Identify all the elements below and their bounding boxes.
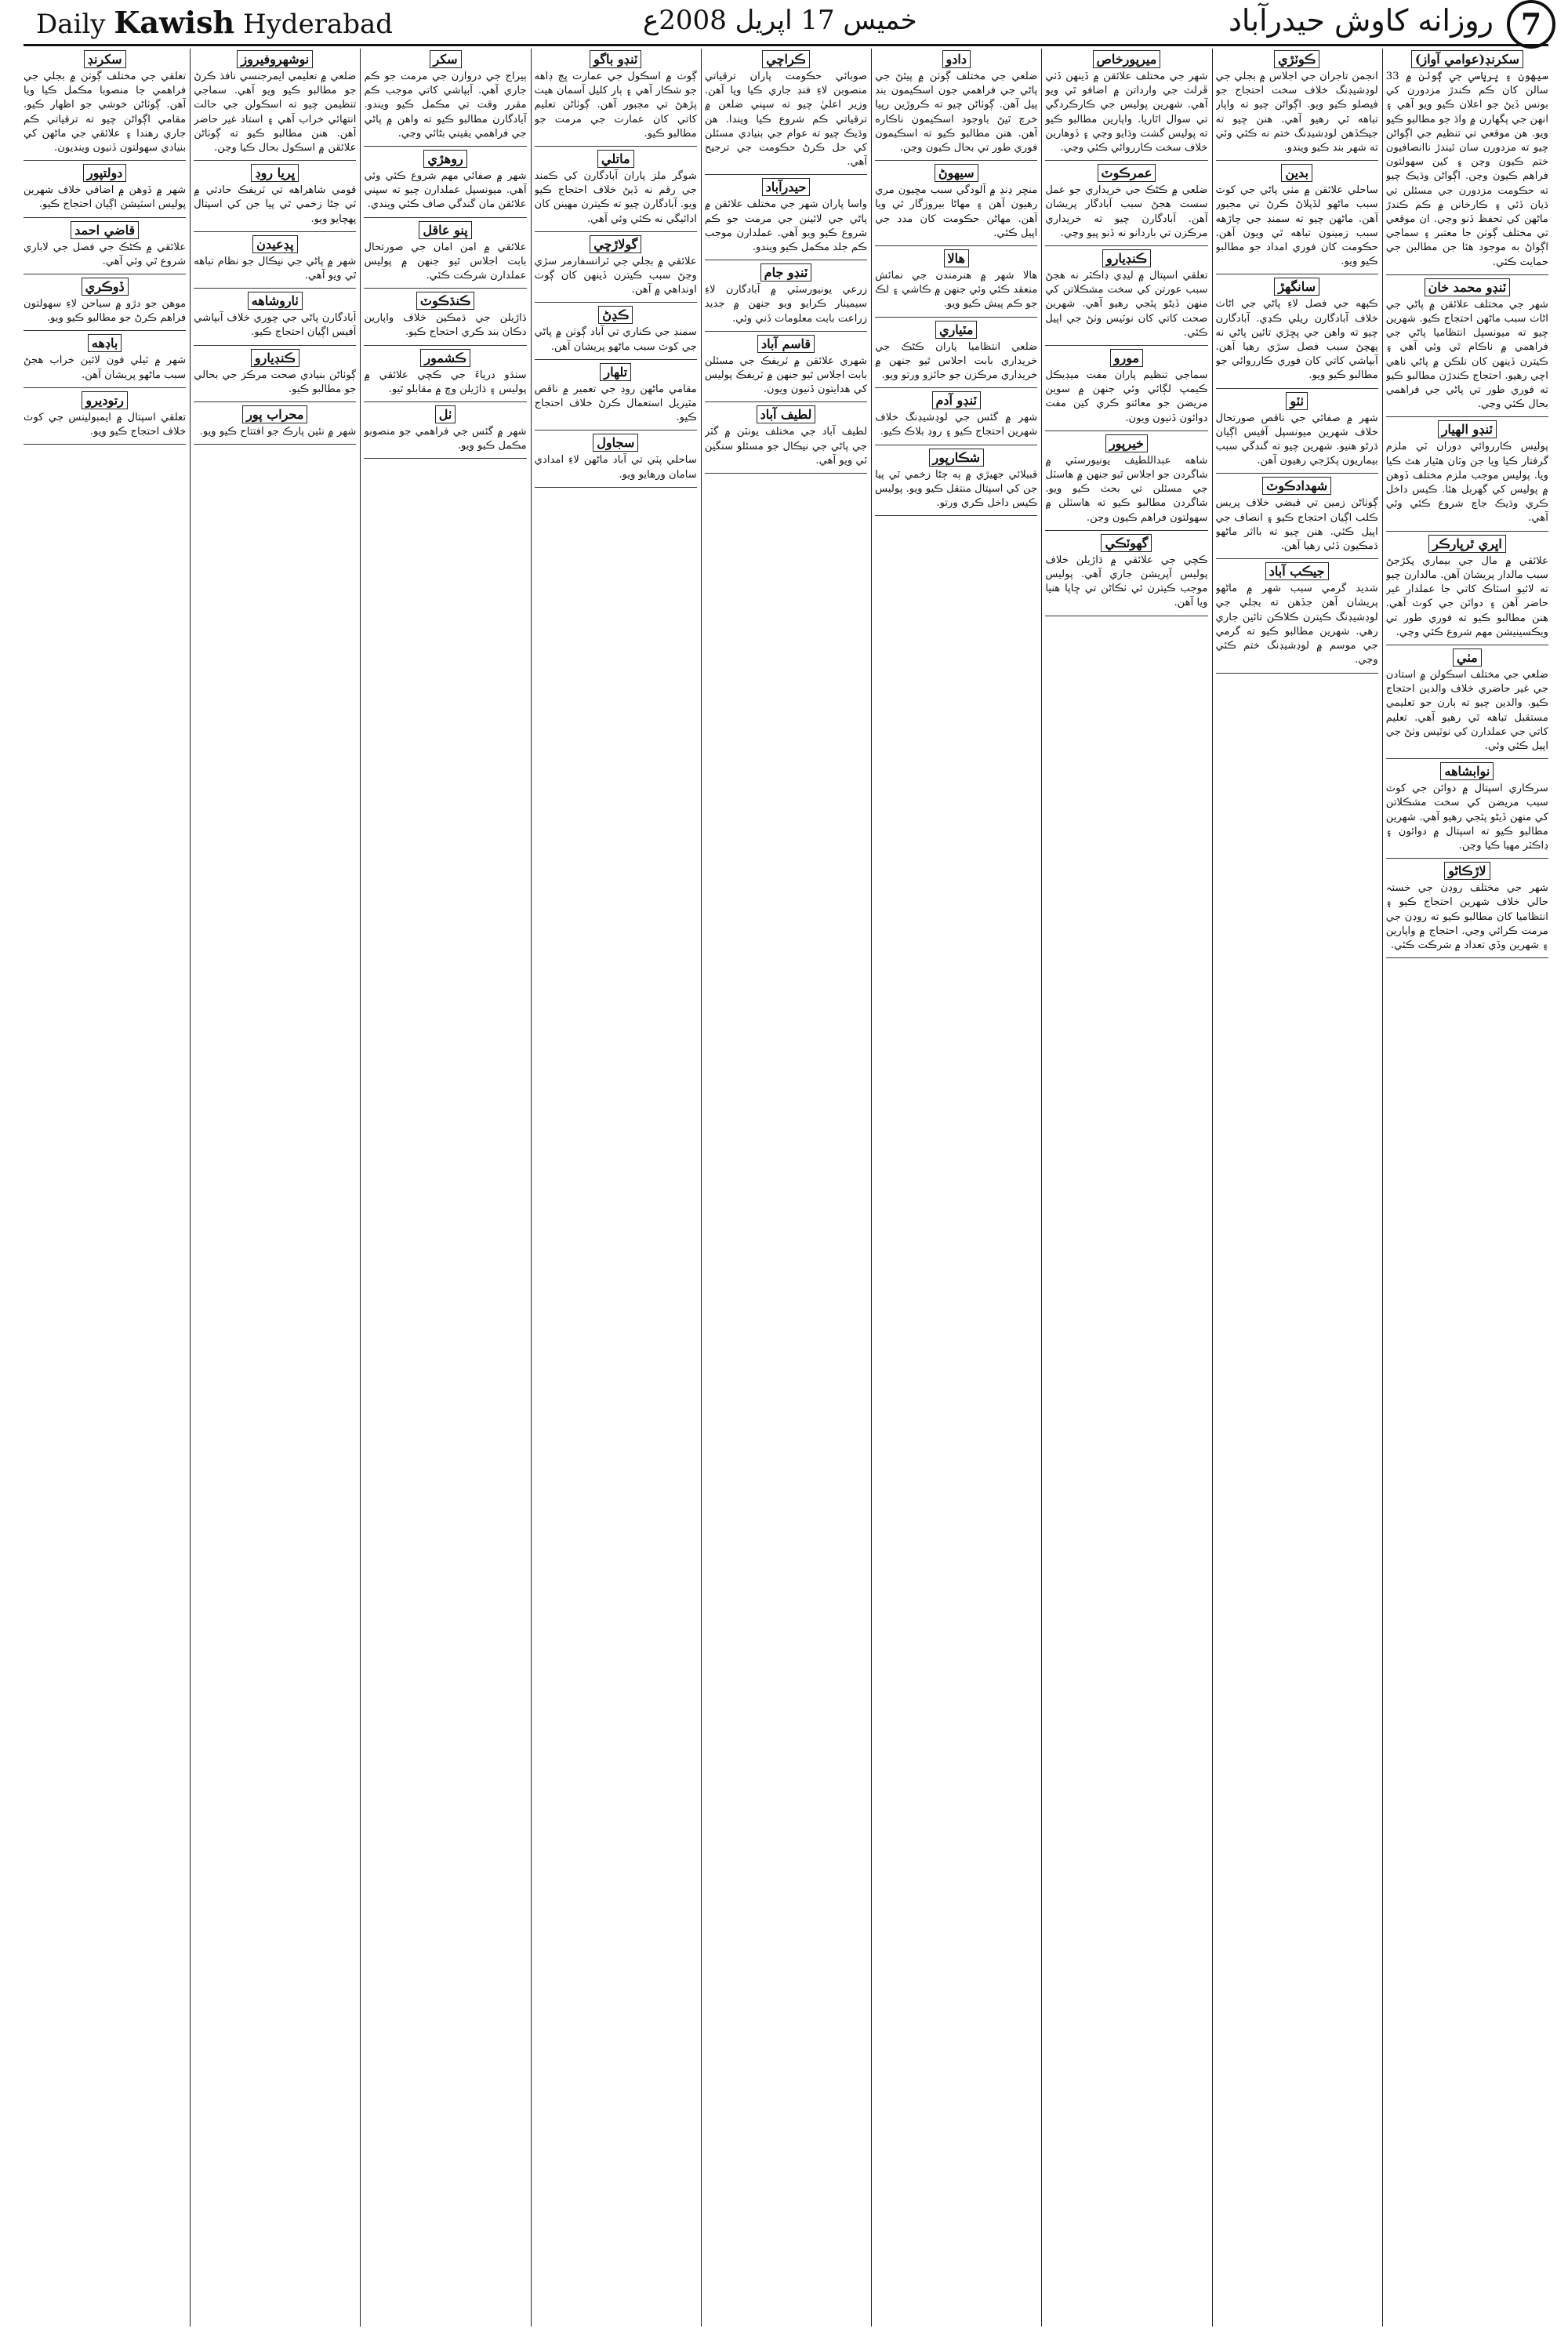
news-story (535, 434, 697, 481)
story-headline: سكرنڊ(عوامي آواز) (1411, 50, 1523, 68)
story-separator (705, 473, 867, 474)
english-title-prefix: Daily (36, 9, 106, 40)
story-separator (364, 401, 526, 402)
news-story (1045, 50, 1207, 155)
story-body: شهر جي مختلف روڊن جي خستہ حالي خلاف شهرين احتجاج ڪيو ۽ انتظاميا کان مطالبو ڪيو ته روڊن جي مرمت ڪرائي وڃي. احتجاج ۾ واپارين ۽ شهرين وڏي تعداد ۾ شرڪت ڪئي. (1385, 882, 1548, 951)
english-title-city: Hyderabad (242, 9, 394, 40)
news-story (1386, 535, 1548, 640)
news-story (1386, 50, 1548, 270)
story-separator (1386, 531, 1548, 532)
news-story (875, 249, 1037, 312)
news-story (875, 164, 1037, 241)
story-headline: بدين (1281, 164, 1312, 182)
news-column (705, 49, 867, 2327)
story-body: شاهه عبداللطيف يونيورسٽي ۾ شاگردن جو اجلاس ٿيو جنهن ۾ هاسٽل جي مسئلن تي بحث ڪيو ويو. شاگردن مطالبو ڪيو ته هاسٽلن ۾ سهولتون فراهم ڪيون وڃن. (1045, 454, 1208, 524)
story-separator (1386, 758, 1548, 759)
news-story (364, 150, 526, 213)
column-rule (701, 49, 702, 2327)
page-number: 7 (1507, 0, 1555, 49)
story-body: ضلعي ۾ ڪڻڪ جي خريداري جو عمل سست هجڻ سبب آبادگار پريشان آهن. آبادگارن چيو ته خريداري مرڪزن تي باردانو نه ڏنو پيو وڃي. (1045, 184, 1208, 239)
story-separator (364, 146, 526, 147)
story-separator (1045, 245, 1207, 246)
story-separator (1386, 274, 1548, 275)
story-body: علائقي ۾ امن امان جي صورتحال بابت اجلاس ٿيو جنهن ۾ پوليس عملدارن شرڪت ڪئي. (364, 241, 527, 282)
column-rule (531, 49, 532, 2327)
story-separator (24, 444, 186, 445)
news-story (24, 391, 186, 439)
story-body: انجمن تاجران جي اجلاس ۾ بجلي جي لوڊشيڊنگ خلاف سخت احتجاج جو فيصلو ڪيو ويو. اڳواڻن چيو ته واپار تباهه ٿي رهيو آهي. هنن چيو ته جيڪڏهن لوڊشيڊنگ ختم نه ڪئي وئي ته شهر بند ڪيو ويندو. (1215, 71, 1378, 154)
story-body: تعلقي اسپتال ۾ ليڊي ڊاڪٽر نه هجڻ سبب عورتن کي سخت مشڪلاتن کي منهن ڏيڻو پئجي رهيو آهي. شهرين صحت کاتي کان نوٽيس وٺڻ جي اپيل ڪئي. (1045, 270, 1208, 339)
news-story (24, 278, 186, 325)
column-rule (1041, 49, 1042, 2327)
story-separator (875, 387, 1037, 388)
story-separator (535, 430, 697, 431)
story-headline: روهڙي (423, 150, 466, 168)
story-body: سماجي تنظيم پاران مفت ميڊيڪل ڪيمپ لڳائي وئي جنهن ۾ سوين مريضن جو معائنو ڪري کين مفت دوائون ڏنيون ويون. (1045, 369, 1208, 424)
news-story (194, 50, 356, 155)
date-line: خميس 17 اپريل 2008ع (643, 5, 917, 36)
story-separator (1216, 473, 1378, 474)
story-body: منڇر ڍنڍ ۾ آلودگي سبب مڇيون مري رهيون آهن ۽ مهاڻا بيروزگار ٿي ويا آهن. مهاڻن حڪومت کان مدد جي اپيل ڪئي. (875, 184, 1038, 239)
story-separator (364, 217, 526, 218)
story-headline: لاڙڪاڻو (1444, 862, 1490, 880)
news-story (875, 50, 1037, 155)
story-separator (24, 217, 186, 218)
news-story (194, 292, 356, 340)
news-story (1045, 164, 1207, 241)
story-headline: ڀريا روڊ (251, 164, 299, 182)
story-separator (1216, 388, 1378, 389)
story-body: ضلعي انتظاميا پاران ڪڻڪ جي خريداري بابت اجلاس ٿيو جنهن ۾ خريداري مرڪزن جو جائزو ورتو ويو. (875, 340, 1038, 382)
story-separator (364, 288, 526, 289)
story-separator (1216, 160, 1378, 161)
story-separator (705, 331, 867, 332)
news-story (705, 263, 867, 326)
story-body: سيهون ۽ ڀرپاسي جي ڳوٺن ۾ 33 سالن كان ڪم ڪندڙ مزدورن كي بونس ڏيڻ جو اعلان ڪيو ويو آهي ۽ انهن جي پگهارن ۾ واڌ جو مطالبو ڪيو ويو. هن موقعي تي تنظيم جي اڳواڻن چيو ته مزدورن سان ٿيندڙ ناانصافيون ختم ڪيون وڃن ۽ کين سهولتون فراهم ڪيون وڃن. اڳواڻن وڌيڪ چيو ته حڪومت مزدورن جي مسئلن تي ڌيان ڏئي ۽ ڪارخانن ۾ ڪم ڪندڙ ماڻهن کي تحفظ ڏنو وڃي. ان موقعي تي مختلف ڳوٺن جا معتبر ۽ سماجي اڳواڻ به موجود هئا جن مطالبن جي حمايت ڪئي. (1385, 71, 1548, 268)
news-story (364, 50, 526, 141)
story-body: علائقي ۾ مال جي بيماري پکڙجڻ سبب مالدار پريشان آهن. مالدارن چيو ته لائيو اسٽاڪ کاتي جا عملدار غير حاضر آهن ۽ دوائن جي کوٽ آهي. هنن مطالبو ڪيو ته فوري طور تي ويڪسينيشن مهم شروع ڪئي وڃي. (1385, 554, 1548, 638)
english-title-brand: Kawish (114, 5, 235, 40)
urdu-title: روزانه كاوش حيدرآباد (1228, 3, 1494, 38)
news-story (535, 306, 697, 354)
news-column (1045, 49, 1207, 2327)
story-headline: عمرڪوٽ (1098, 164, 1156, 182)
news-story (705, 335, 867, 398)
news-story (1216, 562, 1378, 667)
story-headline: ٺاروشاهه (248, 292, 303, 310)
story-headline: ڪڍڻ (598, 306, 633, 324)
story-headline: دادو (942, 50, 971, 68)
story-separator (194, 160, 356, 161)
news-story (1216, 50, 1378, 155)
news-story (1045, 434, 1207, 525)
news-story (24, 50, 186, 155)
news-story (875, 321, 1037, 383)
story-separator (875, 160, 1037, 161)
story-separator (24, 160, 186, 161)
story-headline: ٺٽو (1286, 392, 1308, 410)
news-story (1386, 862, 1548, 953)
news-story (705, 405, 867, 468)
news-story (1386, 648, 1548, 754)
story-headline: حيدرآباد (762, 178, 811, 196)
story-headline: محراب پور (242, 405, 307, 423)
story-separator (194, 444, 356, 445)
story-body: ضلعي جي مختلف ڳوٺن ۾ پيئڻ جي پاڻي جي فراهمي جون اسڪيمون بند پيل آهن. ڳوٺاڻن چيو ته ڪروڙين رپيا خرچ ٿيڻ باوجود اسڪيمون ناڪاره آهن. هنن مطالبو ڪيو ته اسڪيمون فوري طور تي بحال ڪيون وڃن. (875, 71, 1038, 154)
news-story (535, 235, 697, 298)
story-headline: ڪنڌڪوٽ (416, 292, 474, 310)
news-story (535, 363, 697, 426)
story-headline: ڏوڪري (82, 278, 129, 296)
story-body: صوبائي حڪومت پاران ترقياتي منصوبن لاءِ فنڊ جاري ڪيا ويا آهن. وزير اعليٰ چيو ته سڀني ضلعن ۾ ترقياتي ڪم شروع ڪيا ويندا. هن وڌيڪ چيو ته عوام جي بنيادي مسئلن کي حل ڪرڻ حڪومت جي ترجيح آهي. (704, 71, 868, 169)
news-story (1045, 349, 1207, 426)
story-separator (1386, 957, 1548, 958)
story-separator (535, 146, 697, 147)
story-headline: سجاول (593, 434, 638, 452)
news-story (705, 50, 867, 169)
news-story (194, 349, 356, 397)
story-body: آبادگارن پاڻي جي چوري خلاف آبپاشي آفيس اڳيان احتجاج ڪيو. (194, 312, 357, 339)
news-story (1386, 762, 1548, 853)
story-separator (194, 401, 356, 402)
story-separator (1216, 673, 1378, 674)
story-separator (535, 231, 697, 232)
news-story (875, 391, 1037, 439)
news-story (535, 150, 697, 227)
story-headline: هالا (944, 249, 969, 267)
story-headline: نوشهروفيروز (237, 50, 313, 68)
story-headline: ماتلي (597, 150, 634, 168)
news-story (1216, 392, 1378, 469)
story-separator (705, 401, 867, 402)
news-column (1386, 49, 1548, 2327)
column-rule (1212, 49, 1213, 2327)
column-rule (1382, 49, 1383, 2327)
story-separator (364, 458, 526, 459)
story-separator (535, 359, 697, 360)
story-separator (24, 330, 186, 331)
story-body: سمنڊ جي ڪناري تي آباد ڳوٺن ۾ پاڻي جي کوٽ سبب ماڻهو پريشان آهن. (534, 326, 697, 353)
story-headline: ٺل (435, 405, 456, 423)
story-separator (875, 515, 1037, 516)
story-body: شهر ۾ گئس جي فراهمي جو منصوبو مڪمل ڪيو ويو. (364, 426, 527, 452)
story-body: مقامي ماڻهن روڊ جي تعمير ۾ ناقص مٽيريل استعمال ڪرڻ خلاف احتجاج ڪيو. (534, 383, 697, 424)
story-body: ڳوٺ ۾ اسڪول جي عمارت ڀڄ ڊاهه جو شڪار آهي ۽ ٻار کليل آسمان هيٺ پڙهڻ تي مجبور آهن. ڳوٺاڻن تعليم کاتي کان عمارت جي مرمت جو مطالبو ڪيو. (534, 71, 697, 140)
story-body: هالا شهر ۾ هنرمندن جي نمائش منعقد ڪئي وئي جنهن ۾ ڪاشي ۽ لڪ جو ڪم پيش ڪيو ويو. (875, 270, 1038, 311)
news-story (535, 50, 697, 141)
news-story (24, 221, 186, 269)
story-body: تعلقي جي مختلف ڳوٺن ۾ بجلي جي فراهمي جا منصوبا مڪمل ڪيا ويا آهن. ڳوٺاڻن خوشي جو اظهار ڪيو. مقامي اڳواڻن چيو ته ترقياتي ڪم جاري رهندا ۽ علائقي جي ماڻهن کي بنيادي سهولتون ڏنيون وينديون. (24, 71, 187, 154)
story-headline: جيڪب آباد (1265, 562, 1329, 580)
story-headline: شهدادڪوٽ (1262, 477, 1331, 495)
story-body: شهر ۾ ڏوهن ۾ اضافي خلاف شهرين پوليس اسٽيشن اڳيان احتجاج ڪيو. (24, 184, 187, 211)
story-body: ساحلي علائقن ۾ مٺي پاڻي جي کوٽ سبب ماڻهو لڏپلاڻ ڪرڻ تي مجبور آهن. ماڻهن چيو ته سمنڊ جي چاڙهه سبب زمينون تباهه ٿي ويون آهن. حڪومت کان فوري امداد جو مطالبو ڪيو ويو. (1215, 184, 1378, 268)
story-body: لطيف آباد جي مختلف يونٽن ۾ گٽر جي پاڻي جي نيڪال جو مسئلو سنگين ٿي ويو آهي. (704, 426, 868, 467)
story-separator (1386, 416, 1548, 417)
story-body: واسا پاران شهر جي مختلف علائقن ۾ پاڻي جي لائينن جي مرمت جو ڪم شروع ڪيو ويو آهي. عملدارن موجب ڪم جلد مڪمل ڪيو ويندو. (704, 198, 868, 254)
news-story (1216, 278, 1378, 383)
news-column (535, 49, 697, 2327)
story-body: تعلقي اسپتال ۾ ايمبولينس جي کوٽ خلاف احتجاج ڪيو ويو. (24, 411, 187, 438)
story-body: شهر ۾ پاڻي جي نيڪال جو نظام تباهه ٿي ويو آهي. (194, 255, 357, 282)
story-headline: گهوٽڪي (1101, 534, 1152, 552)
story-separator (535, 302, 697, 303)
news-story (1216, 164, 1378, 269)
story-body: سنڌو درياءَ جي ڪچي علائقي ۾ پوليس ۽ ڌاڙيلن وچ ۾ مقابلو ٿيو. (364, 369, 527, 395)
story-headline: سکرنڊ (84, 50, 126, 68)
story-headline: ڪراچي (762, 50, 809, 68)
column-rule (360, 49, 361, 2327)
story-headline: اڀري ٿرپارڪر (1428, 535, 1506, 553)
story-headline: ميرپورخاص (1093, 50, 1161, 68)
masthead-rule (24, 44, 1548, 46)
story-headline: مورو (1110, 349, 1143, 367)
story-headline: دولتپور (83, 164, 126, 182)
news-story (1045, 534, 1207, 611)
story-headline: شڪارپور (929, 449, 984, 467)
story-headline: پنو عاقل (419, 221, 471, 239)
story-separator (875, 245, 1037, 246)
story-body: شديد گرمي سبب شهر ۾ ماڻهو پريشان آهن جڏهن ته بجلي جي لوڊشيڊنگ ڪيترن ڪلاڪن تائين جاري رهي. شهرين مطالبو ڪيو ته گرمي جي موسم ۾ لوڊشيڊنگ ختم ڪئي وڃي. (1215, 583, 1378, 667)
story-body: شوگر ملز پاران آبادگارن کي ڪمند جي رقم نه ڏيڻ خلاف احتجاج ڪيو ويو. آبادگارن چيو ته ڪيترن مهينن کان ادائيگي نه ڪئي وئي آهي. (534, 170, 697, 225)
news-story (364, 292, 526, 340)
story-separator (1045, 345, 1207, 346)
story-body: سرڪاري اسپتال ۾ دوائن جي کوٽ سبب مريضن کي سخت مشڪلاتن کي منهن ڏيڻو پئجي رهيو آهي. شهرين مطالبو ڪيو ته اسپتال ۾ دوائون ۽ ڊاڪٽر مهيا ڪيا وڃن. (1385, 783, 1548, 852)
story-headline: ڪوٽڙي (1274, 50, 1319, 68)
news-story (194, 235, 356, 283)
story-body: ضلعي ۾ تعليمي ايمرجنسي نافذ ڪرڻ جو مطالبو ڪيو ويو آهي. سماجي تنظيمن چيو ته اسڪولن جي حالت انتهائي خراب آهي ۽ استاد غير حاضر آهن. هنن مطالبو ڪيو ته ڳوٺاڻن علائقن ۾ اسڪول بحال ڪيا وڃن. (194, 71, 357, 154)
story-body: قبيلائي جهيڙي ۾ ٻه ڄڻا زخمي ٿي پيا جن کي اسپتال منتقل ڪيو ويو. پوليس ڪيس داخل ڪري ورتو. (875, 468, 1038, 510)
story-body: علائقي ۾ ڪڻڪ جي فصل جي لاباري شروع ٿي وئي آهي. (24, 241, 187, 267)
story-body: پوليس ڪارروائي دوران ٽي ملزم گرفتار ڪيا ويا جن وٽان هٿيار هٿ ڪيا ويا. پوليس موجب ملزم مختلف ڏوهن ۾ پوليس کي گهربل هئا. ڪيس داخل ڪري وڌيڪ جاچ شروع ڪئي وئي آهي. (1385, 441, 1548, 525)
story-headline: سيهوڻ (935, 164, 978, 182)
story-body: شهر ۾ گئس جي لوڊشيڊنگ خلاف شهرين احتجاج ڪيو ۽ روڊ بلاڪ ڪيو. (875, 412, 1038, 438)
story-separator (194, 345, 356, 346)
news-story (24, 334, 186, 382)
story-headline: ڪنڊيارو (251, 349, 299, 367)
story-headline: قاضي احمد (71, 221, 139, 239)
news-story (1216, 477, 1378, 554)
story-separator (1045, 530, 1207, 531)
news-column (24, 49, 186, 2327)
story-body: زرعي يونيورسٽي ۾ آبادگارن لاءِ سيمينار ڪرايو ويو جنهن ۾ جديد زراعت بابت معلومات ڏني وئي. (704, 284, 868, 325)
story-headline: ٽنڊو محمد خان (1425, 278, 1511, 296)
story-body: موهن جو دڙو ۾ سياحن لاءِ سهولتون فراهم ڪرڻ جو مطالبو ڪيو ويو. (24, 298, 187, 325)
news-column (1216, 49, 1378, 2327)
story-separator (1386, 858, 1548, 859)
news-story (1045, 249, 1207, 340)
story-headline: ڪشمور (420, 349, 470, 367)
news-story (875, 449, 1037, 511)
story-separator (705, 174, 867, 175)
story-headline: ٽنڊو آدم (932, 391, 981, 409)
story-headline: مٺي (1453, 648, 1482, 667)
story-headline: پڊعيدن (252, 235, 297, 253)
story-headline: گولاڙڇي (590, 235, 641, 253)
story-body: ضلعي جي مختلف اسڪولن ۾ استادن جي غير حاضري خلاف والدين احتجاج ڪيو. والدين چيو ته ٻارن جو تعليمي مستقبل تباهه ٿي رهيو آهي. تعليم کاتي جي عملدارن کي نوٽيس وٺڻ جي اپيل ڪئي وئي. (1385, 668, 1548, 752)
news-story (1386, 278, 1548, 412)
story-separator (194, 231, 356, 232)
story-headline: خيرپور (1105, 434, 1148, 452)
story-headline: ٽنڊو الهيار (1438, 420, 1497, 438)
story-headline: سکر (430, 50, 462, 68)
english-title (36, 5, 393, 40)
story-body: قومي شاهراهه تي ٽريفڪ حادثي ۾ ٽي ڄڻا زخمي ٿي پيا جن کي اسپتال پهچايو ويو. (194, 184, 357, 225)
story-separator (194, 288, 356, 289)
story-headline: ڪنڊيارو (1102, 249, 1151, 267)
story-separator (1216, 558, 1378, 559)
story-separator (364, 345, 526, 346)
story-headline: رتوديرو (82, 391, 128, 409)
story-separator (24, 387, 186, 388)
story-separator (875, 317, 1037, 318)
story-body: ڳوٺاڻن بنيادي صحت مرڪز جي بحالي جو مطالبو ڪيو. (194, 369, 357, 395)
news-story (194, 405, 356, 439)
news-story (1386, 420, 1548, 525)
story-body: شهر ۾ ٽيلي فون لائين خراب هجڻ سبب ماڻهو پريشان آهن. (24, 354, 187, 381)
story-body: ڳوٺاڻن زمين تي قبضي خلاف پريس ڪلب اڳيان احتجاج ڪيو ۽ انصاف جي اپيل ڪئي. هنن چيو ته بااثر ماڻهو ڌمڪيون ڏئي رهيا آهن. (1215, 497, 1378, 553)
masthead (0, 0, 1568, 41)
news-story (364, 221, 526, 284)
story-headline: ٽنڊو باگو (590, 50, 641, 68)
story-body: شهر ۾ نئين پارڪ جو افتتاح ڪيو ويو. (199, 426, 357, 438)
story-body: شهر ۾ صفائي مهم شروع ڪئي وئي آهي. ميونسپل عملدارن چيو ته سڀني علائقن مان گندگي صاف ڪئي ويندي. (364, 170, 527, 211)
story-body: علائقي ۾ بجلي جي ٽرانسفارمر سڙي وڃڻ سبب ڪيترن ڏينهن کان ڳوٺ اونداهي ۾ آهن. (534, 255, 697, 296)
news-story (364, 349, 526, 397)
story-headline: باڊهه (88, 334, 122, 352)
news-column (364, 49, 526, 2327)
news-story (705, 178, 867, 255)
story-headline: ٽنڊو جام (760, 263, 812, 282)
news-story (24, 164, 186, 212)
story-headline: نوابشاهه (1440, 762, 1494, 780)
column-rule (871, 49, 872, 2327)
news-column (875, 49, 1037, 2327)
story-body: ڪچي جي علائقي ۾ ڌاڙيلن خلاف پوليس آپريشن جاري آهي. پوليس موجب ڪيترن ئي ٺڪاڻن تي ڇاپا هنيا ويا آهن. (1045, 554, 1208, 609)
story-body: شهر جي مختلف علائقن ۾ ڏينهن ڏٺي ڦرلٽ جي وارداتن ۾ اضافو ٿي ويو آهي. شهرين پوليس جي ڪارڪردگي تي سوال اٿاريا. واپارين مطالبو ڪيو ته پوليس گشت وڌايو وڃي ۽ ڏوهارين خلاف سخت ڪارروائي ڪئي وڃي. (1045, 71, 1208, 154)
story-separator (1045, 160, 1207, 161)
news-story (194, 164, 356, 227)
story-headline: مٽياري (935, 321, 977, 339)
story-headline: قاسم آباد (757, 335, 815, 353)
story-headline: تلهار (600, 363, 631, 381)
news-story (364, 405, 526, 453)
column-rule (190, 49, 191, 2327)
story-body: شهر جي مختلف علائقن ۾ پاڻي جي اڻاٺ سبب ماڻهن احتجاج ڪيو. شهرين چيو ته ميونسپل انتظاميا پاڻي جي فراهمي ۾ ناڪام ٿي وئي آهي ۽ ڪيترن ڏينهن کان نلڪن ۾ پاڻي ناهي اچي رهيو. احتجاج ڪندڙن مطالبو ڪيو ته فوري طور تي پاڻي جي فراهمي بحال ڪئي وڃي. (1385, 298, 1548, 411)
story-body: شهر ۾ صفائي جي ناقص صورتحال خلاف شهرين ميونسپل آفيس اڳيان ڌرڻو هنيو. شهرين چيو ته گندگي سبب بيماريون پکڙجي رهيون آهن. (1215, 412, 1378, 467)
story-body: ڌاڙيلن جي ڌمڪين خلاف واپارين دڪان بند ڪري احتجاج ڪيو. (364, 312, 527, 339)
story-body: ساحلي پٽي تي آباد ماڻهن لاءِ امدادي سامان ورهايو ويو. (534, 454, 697, 481)
story-separator (535, 487, 697, 488)
story-headline: سانگهڙ (1274, 278, 1319, 296)
story-body: ٻيراج جي دروازن جي مرمت جو ڪم جاري آهي. آبپاشي کاتي موجب ڪم مقرر وقت تي مڪمل ڪيو ويندو. آبادگارن مطالبو ڪيو ته واهن ۾ پاڻي جي فراهمي يقيني بڻائي وڃي. (364, 71, 527, 140)
story-headline: لطيف آباد (757, 405, 816, 423)
story-body: ڪپهه جي فصل لاءِ پاڻي جي اڻاٺ خلاف آبادگارن ريلي ڪڍي. آبادگارن چيو ته واهن جي پڇڙي تائين پاڻي نه پهچڻ سبب فصل سڙي رهيا آهن. آبپاشي کاتي کان فوري ڪارروائي جو مطالبو ڪيو ويو. (1215, 298, 1378, 382)
story-body: شهري علائقن ۾ ٽريفڪ جي مسئلن بابت اجلاس ٿيو جنهن ۾ ٽريفڪ پوليس کي هدايتون ڏنيون ويون. (704, 354, 868, 396)
news-column (194, 49, 356, 2327)
